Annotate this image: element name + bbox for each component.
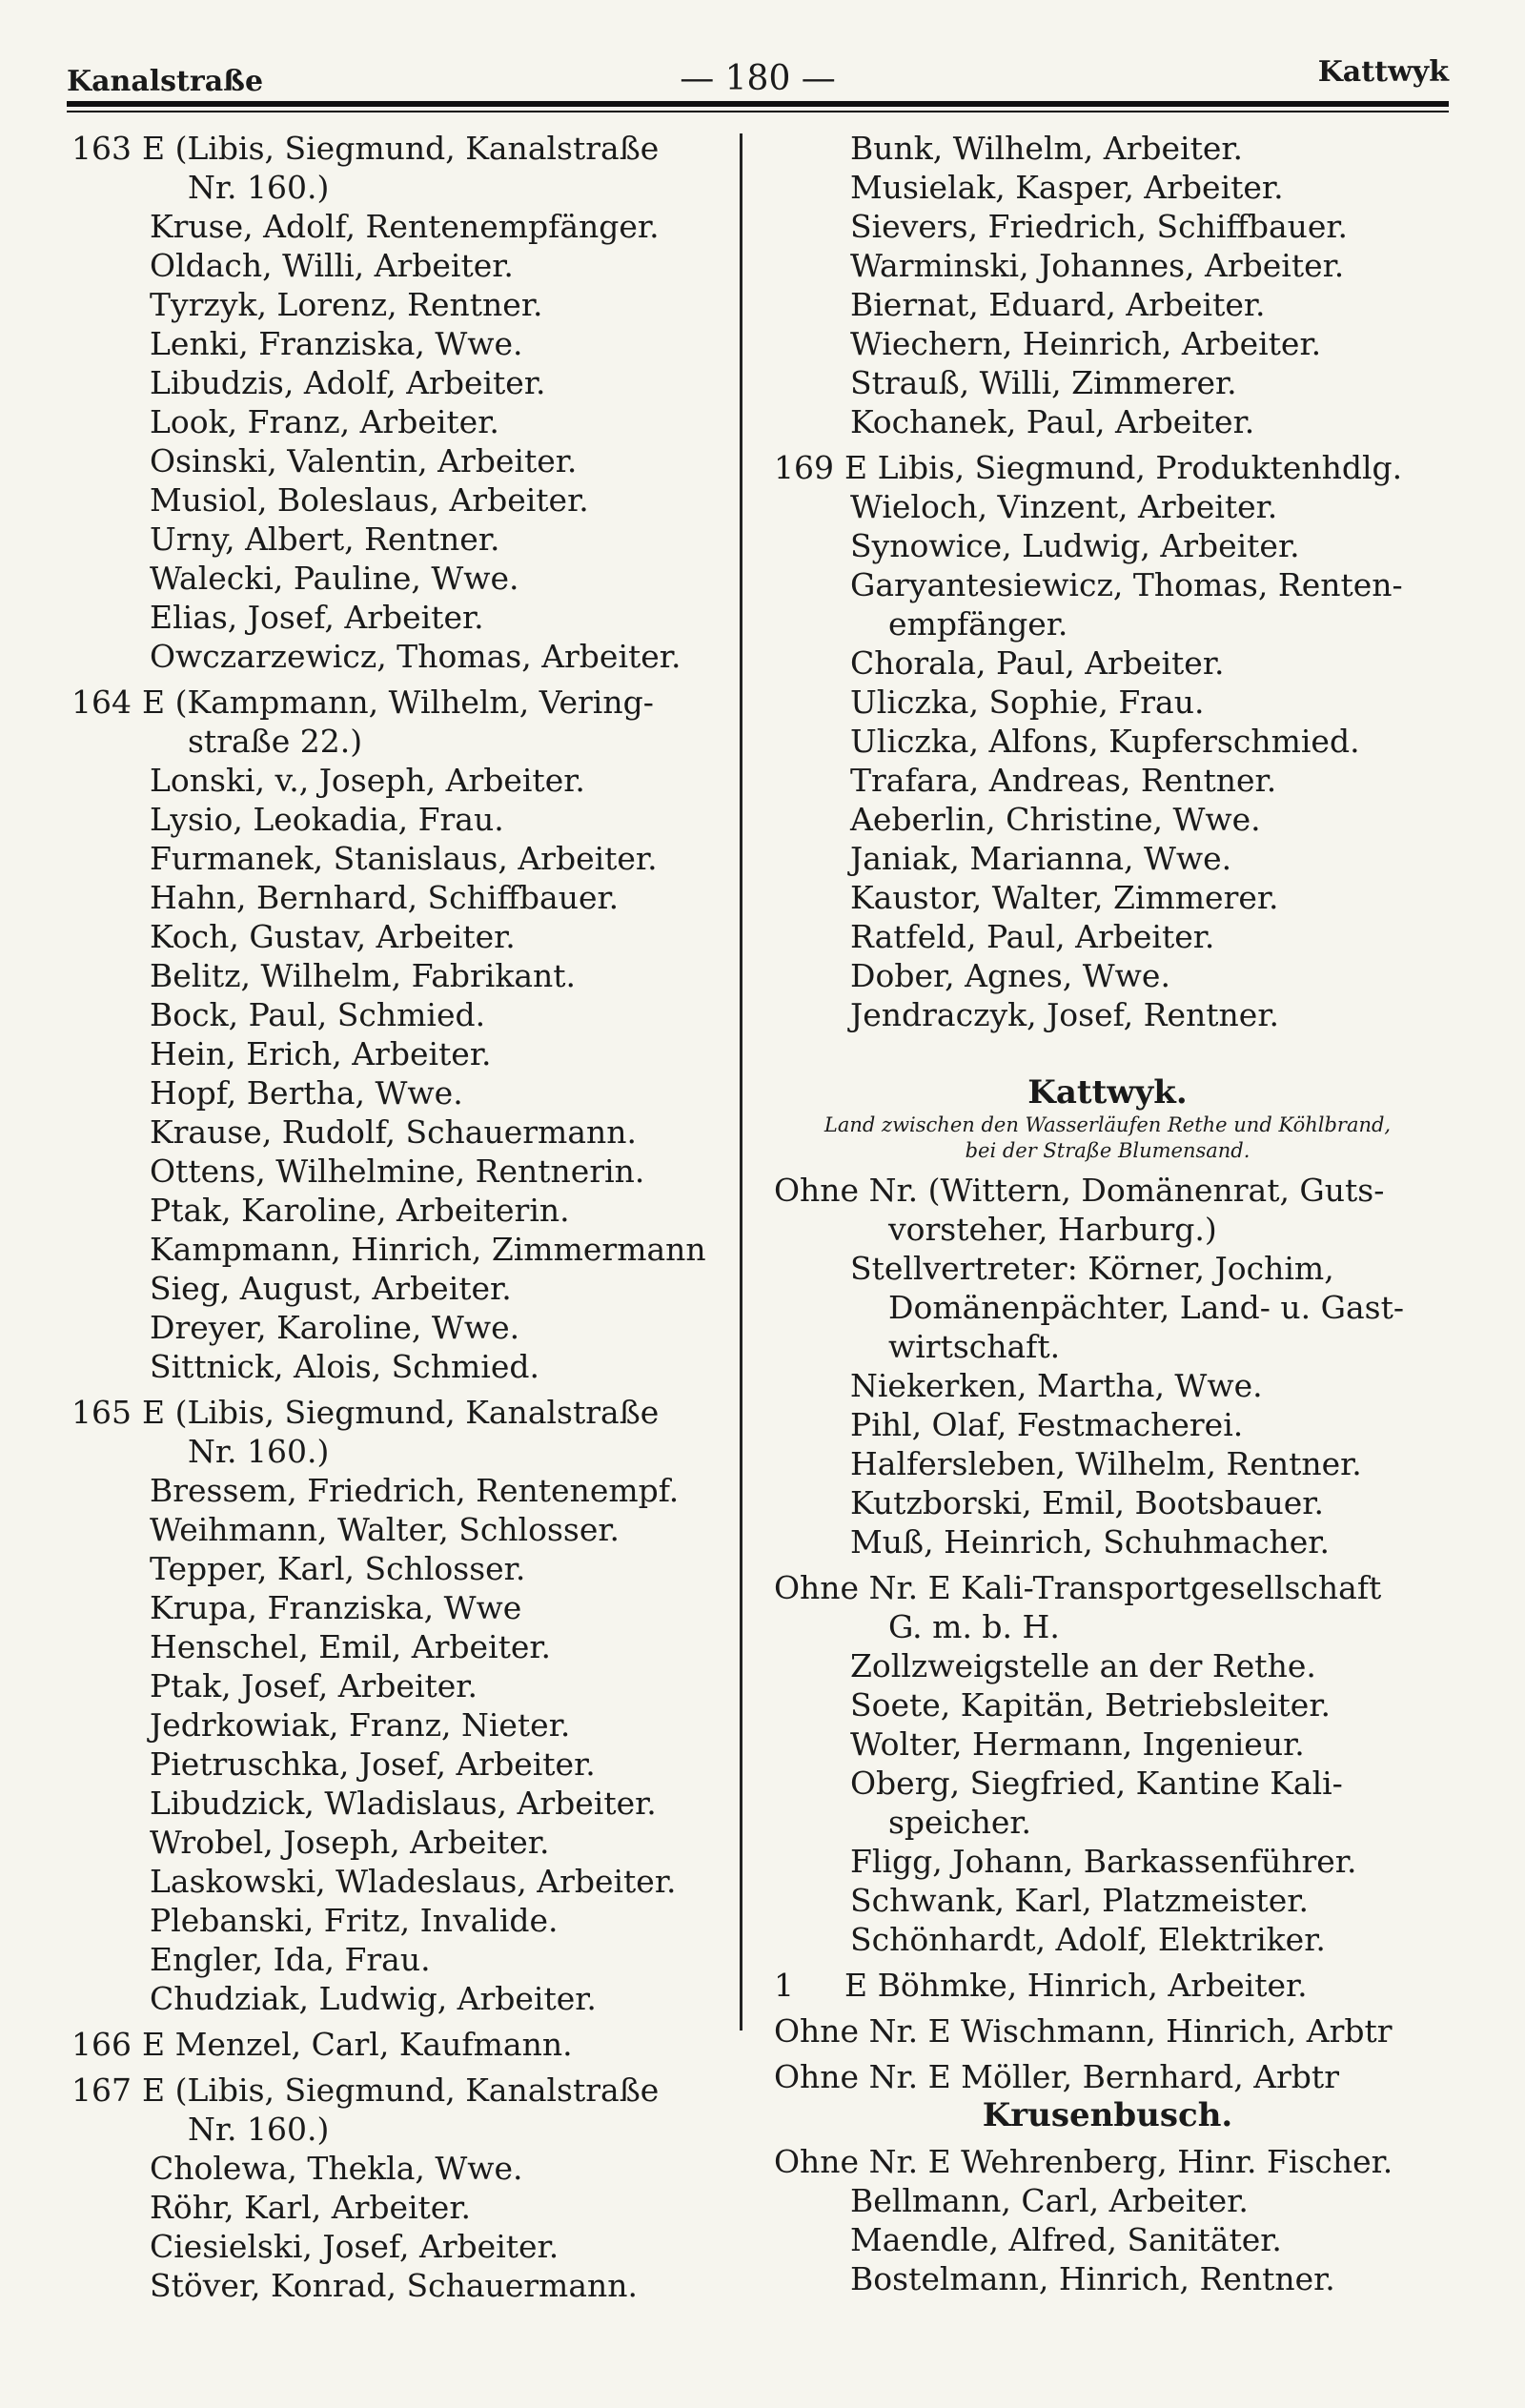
resident-entry: Strauß, Willi, Zimmerer.: [850, 364, 1237, 401]
resident-entry: Laskowski, Wladeslaus, Arbeiter.: [150, 1863, 677, 1900]
resident-entry: Koch, Gustav, Arbeiter.: [150, 918, 516, 955]
resident-entry: Stellvertreter: Körner, Jochim,: [850, 1250, 1334, 1287]
resident-entry: Kruse, Adolf, Rentenempfänger.: [150, 208, 660, 245]
resident-entry: Pihl, Olaf, Festmacherei.: [850, 1406, 1244, 1443]
resident-entry: Belitz, Wilhelm, Fabrikant.: [150, 957, 577, 994]
resident-entry: Zollzweigstelle an der Rethe.: [850, 1647, 1316, 1684]
resident-entry: Hein, Erich, Arbeiter.: [150, 1035, 492, 1072]
resident-entry: Warminski, Johannes, Arbeiter.: [850, 247, 1345, 284]
resident-entry: Bunk, Wilhelm, Arbeiter.: [850, 130, 1244, 167]
house-entry: [774, 2057, 1441, 2096]
resident-entry: Pietruschka, Josef, Arbeiter.: [150, 1745, 596, 1783]
resident-entry: Look, Franz, Arbeiter.: [150, 403, 499, 440]
resident-entry: Muß, Heinrich, Schuhmacher.: [850, 1523, 1330, 1561]
resident-entry: Bostelmann, Hinrich, Rentner.: [850, 2260, 1335, 2297]
resident-entry: Tepper, Karl, Schlosser.: [150, 1550, 526, 1587]
resident-entry: Musielak, Kasper, Arbeiter.: [850, 169, 1284, 206]
entry-continuation: G. m. b. H.: [888, 1608, 1060, 1645]
resident-entry: Oldach, Willi, Arbeiter.: [150, 247, 514, 284]
resident-entry: Krupa, Franziska, Wwe: [150, 1589, 522, 1626]
resident-entry: Furmanek, Stanislaus, Arbeiter.: [150, 840, 658, 877]
entry-text: Ohne Nr. E Kali-Transportgesellschaft: [774, 1569, 1382, 1606]
resident-entry: Ptak, Josef, Arbeiter.: [150, 1667, 478, 1704]
house-entry: [774, 1171, 1441, 1210]
resident-entry: Elias, Josef, Arbeiter.: [150, 599, 484, 636]
entry-text: E Menzel, Carl, Kaufmann.: [142, 2026, 573, 2063]
resident-entry: Walecki, Pauline, Wwe.: [150, 560, 519, 597]
entry-continuation: Nr. 160.): [188, 169, 330, 206]
entry-continuation: Nr. 160.): [188, 1433, 330, 1470]
entry-text: Ohne Nr. E Möller, Bernhard, Arbtr: [774, 2058, 1339, 2095]
resident-entry: Ottens, Wilhelmine, Rentnerin.: [150, 1153, 645, 1190]
resident-entry: Dreyer, Karoline, Wwe.: [150, 1309, 520, 1346]
resident-entry: Bressem, Friedrich, Rentenempf.: [150, 1472, 680, 1509]
entry-text: Ohne Nr. E Wehrenberg, Hinr. Fischer.: [774, 2143, 1393, 2180]
resident-entry: Lonski, v., Joseph, Arbeiter.: [150, 762, 585, 799]
resident-entry: Bock, Paul, Schmied.: [150, 996, 486, 1033]
left-column: [71, 129, 729, 2305]
resident-entry: Jedrkowiak, Franz, Nieter.: [150, 1706, 571, 1744]
house-entry: [71, 683, 729, 722]
resident-entry: Owczarzewicz, Thomas, Arbeiter.: [150, 638, 681, 675]
entry-continuation: Nr. 160.): [188, 2111, 330, 2148]
section-note: Land zwischen den Wasserläufen Rethe und Köhlbrand,: [824, 1113, 1392, 1136]
entry-text: E (Libis, Siegmund, Kanalstraße: [142, 130, 660, 167]
entry-text: E Böhmke, Hinrich, Arbeiter.: [844, 1967, 1308, 2004]
resident-entry: Sievers, Friedrich, Schiffbauer.: [850, 208, 1349, 245]
resident-entry: Wolter, Hermann, Ingenieur.: [850, 1725, 1305, 1763]
resident-entry: Schönhardt, Adolf, Elektriker.: [850, 1921, 1326, 1958]
entry-text: E Libis, Siegmund, Produktenhdlg.: [844, 449, 1403, 486]
house-entry: [774, 1966, 1441, 2005]
resident-entry: Lysio, Leokadia, Frau.: [150, 801, 504, 838]
resident-entry: Sieg, August, Arbeiter.: [150, 1270, 512, 1307]
entry-continuation: vorsteher, Harburg.): [888, 1211, 1217, 1248]
resident-entry: Röhr, Karl, Arbeiter.: [150, 2189, 471, 2226]
resident-entry: Oberg, Siegfried, Kantine Kali-: [850, 1765, 1343, 1802]
section-title: Krusenbusch.: [982, 2096, 1233, 2134]
resident-entry: Aeberlin, Christine, Wwe.: [850, 801, 1261, 838]
resident-entry: Ratfeld, Paul, Arbeiter.: [850, 918, 1215, 955]
house-entry: [774, 2142, 1441, 2181]
resident-entry: Tyrzyk, Lorenz, Rentner.: [150, 286, 543, 323]
resident-entry: Ciesielski, Josef, Arbeiter.: [150, 2228, 559, 2265]
entry-text: E (Libis, Siegmund, Kanalstraße: [142, 2071, 660, 2109]
resident-entry: Libudzis, Adolf, Arbeiter.: [150, 364, 546, 401]
resident-entry: Jendraczyk, Josef, Rentner.: [850, 996, 1279, 1033]
resident-entry: Sittnick, Alois, Schmied.: [150, 1348, 540, 1385]
resident-entry: Halfersleben, Wilhelm, Rentner.: [850, 1445, 1362, 1482]
resident-entry: Schwank, Karl, Platzmeister.: [850, 1882, 1309, 1919]
resident-entry: Lenki, Franziska, Wwe.: [150, 325, 523, 362]
resident-entry: Weihmann, Walter, Schlosser.: [150, 1511, 620, 1548]
resident-entry: Kaustor, Walter, Zimmerer.: [850, 879, 1279, 916]
house-entry: [71, 2071, 729, 2110]
resident-entry: Kampmann, Hinrich, Zimmermann: [150, 1231, 706, 1268]
resident-entry: Janiak, Marianna, Wwe.: [850, 840, 1232, 877]
header-rule: [67, 101, 1449, 107]
resident-entry: Dober, Agnes, Wwe.: [850, 957, 1170, 994]
house-number: 166: [71, 2026, 132, 2063]
resident-entry: Kochanek, Paul, Arbeiter.: [850, 403, 1255, 440]
page-header: [67, 46, 1449, 103]
house-number: 1: [774, 1967, 794, 2004]
house-entry: [774, 1568, 1441, 1607]
resident-entry: Kutzborski, Emil, Bootsbauer.: [850, 1484, 1324, 1521]
running-head-right: Kattwyk: [1317, 55, 1449, 89]
resident-entry: Engler, Ida, Frau.: [150, 1941, 431, 1978]
resident-entry: Musiol, Boleslaus, Arbeiter.: [150, 481, 589, 519]
resident-entry: Uliczka, Sophie, Frau.: [850, 684, 1205, 721]
page-number: — 180 —: [680, 59, 836, 98]
resident-entry: Krause, Rudolf, Schauermann.: [150, 1113, 638, 1151]
header-rule-thin: [67, 111, 1449, 112]
resident-entry: Maendle, Alfred, Sanitäter.: [850, 2221, 1282, 2258]
resident-entry: Soete, Kapitän, Betriebsleiter.: [850, 1686, 1331, 1724]
resident-entry: Hahn, Bernhard, Schiffbauer.: [150, 879, 620, 916]
entry-text: Ohne Nr. (Wittern, Domänenrat, Guts-: [774, 1172, 1385, 1209]
house-number: 169: [774, 449, 834, 486]
resident-entry: Wrobel, Joseph, Arbeiter.: [150, 1824, 550, 1861]
spacer: [774, 1034, 1441, 1073]
house-entry: [71, 129, 729, 168]
resident-entry: Synowice, Ludwig, Arbeiter.: [850, 527, 1300, 564]
house-number: 165: [71, 1394, 132, 1431]
resident-entry: Plebanski, Fritz, Invalide.: [150, 1902, 559, 1939]
house-number: 167: [71, 2071, 132, 2109]
resident-entry: Urny, Albert, Rentner.: [150, 520, 500, 558]
resident-entry: Hopf, Bertha, Wwe.: [150, 1074, 463, 1112]
resident-entry: Osinski, Valentin, Arbeiter.: [150, 442, 578, 480]
resident-entry: Libudzick, Wladislaus, Arbeiter.: [150, 1785, 657, 1822]
resident-entry: Cholewa, Thekla, Wwe.: [150, 2150, 523, 2187]
entry-continuation: wirtschaft.: [888, 1328, 1061, 1365]
house-number: 163: [71, 130, 132, 167]
entry-text: E (Kampmann, Wilhelm, Vering-: [142, 684, 654, 721]
resident-entry: Henschel, Emil, Arbeiter.: [150, 1628, 552, 1665]
resident-entry: Niekerken, Martha, Wwe.: [850, 1367, 1263, 1404]
resident-entry: Biernat, Eduard, Arbeiter.: [850, 286, 1266, 323]
house-entry: [774, 2011, 1441, 2051]
entry-continuation: Domänenpächter, Land- u. Gast-: [888, 1289, 1405, 1326]
house-entry: [774, 448, 1441, 487]
resident-entry: Uliczka, Alfons, Kupferschmied.: [850, 723, 1360, 760]
section-title: Kattwyk.: [1027, 1073, 1188, 1112]
entry-continuation: straße 22.): [188, 723, 363, 760]
resident-entry: Bellmann, Carl, Arbeiter.: [850, 2182, 1249, 2219]
right-column: [774, 129, 1441, 2298]
resident-entry: Ptak, Karoline, Arbeiterin.: [150, 1192, 570, 1229]
entry-text: Ohne Nr. E Wischmann, Hinrich, Arbtr: [774, 2012, 1393, 2050]
section-note: bei der Straße Blumensand.: [965, 1139, 1250, 1162]
resident-entry: Garyantesiewicz, Thomas, Renten-: [850, 566, 1403, 603]
entry-continuation: speicher.: [888, 1804, 1032, 1841]
resident-entry: Wieloch, Vinzent, Arbeiter.: [850, 488, 1278, 525]
entry-text: E (Libis, Siegmund, Kanalstraße: [142, 1394, 660, 1431]
resident-entry: Wiechern, Heinrich, Arbeiter.: [850, 325, 1322, 362]
resident-entry: Fligg, Johann, Barkassenführer.: [850, 1843, 1357, 1880]
house-entry: [71, 2025, 729, 2064]
resident-entry: Chorala, Paul, Arbeiter.: [850, 644, 1225, 682]
resident-entry: Trafara, Andreas, Rentner.: [850, 762, 1277, 799]
resident-entry: Chudziak, Ludwig, Arbeiter.: [150, 1980, 597, 2017]
resident-entry: Stöver, Konrad, Schauermann.: [150, 2267, 639, 2304]
house-number: 164: [71, 684, 132, 721]
running-head-left: Kanalstraße: [67, 65, 264, 98]
house-entry: [71, 1393, 729, 1432]
column-divider: [740, 133, 742, 2030]
entry-continuation: empfänger.: [888, 605, 1068, 643]
